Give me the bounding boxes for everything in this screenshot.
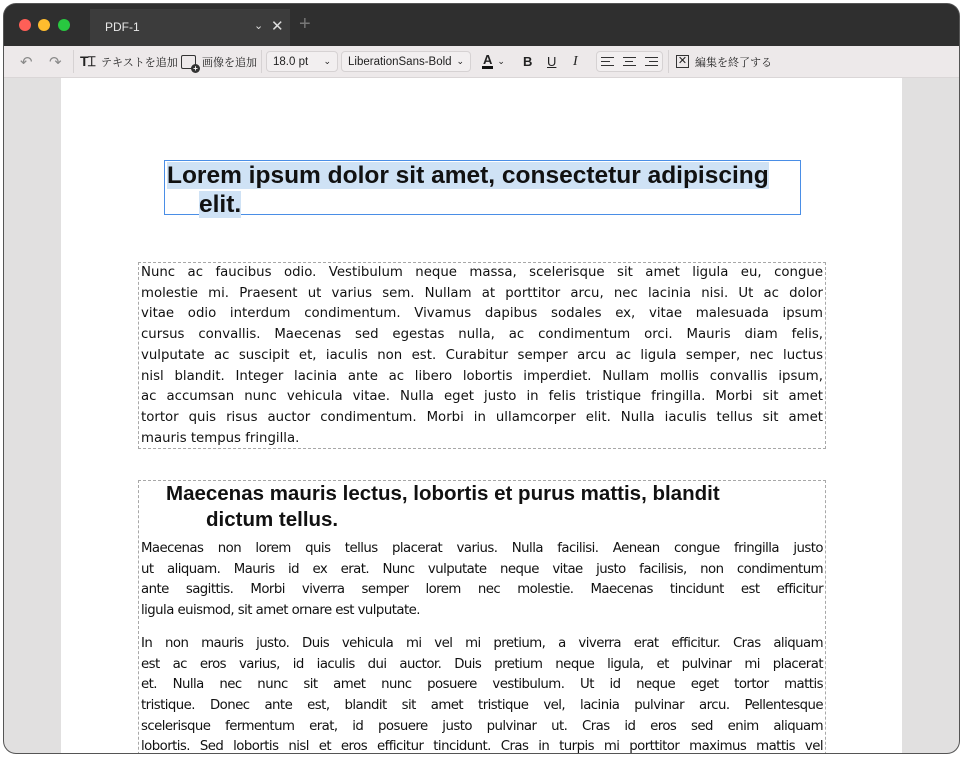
close-window-button[interactable]	[19, 19, 31, 31]
text-cursor-icon: T⌶	[80, 53, 95, 69]
tab-pdf-1[interactable]	[90, 9, 290, 46]
add-text-label: テキストを追加	[100, 56, 178, 69]
text-line: tristique. Donec ante est, blandit sit amet tristique vel, lacinia pulvinar arcu. Pellentesque	[141, 697, 823, 713]
paragraph-1	[141, 539, 823, 622]
new-tab-icon[interactable]: +	[299, 13, 311, 35]
image-add-icon	[181, 55, 196, 69]
text-line: scelerisque fermentum erat, id posuere justo pulvinar ut. Cras id eros sed enim aliquam	[141, 718, 823, 734]
selected-title-textbox[interactable]	[164, 160, 801, 218]
app-window	[4, 4, 959, 753]
text-line: vulputate ac suscipit et, iaculis non est. Curabitur semper arcu ac ligula semper, nec luctus	[141, 347, 823, 363]
undo-icon[interactable]: ↶	[20, 53, 33, 71]
font-name-value: LiberationSans-Bold	[348, 55, 452, 68]
chevron-down-icon: ⌄	[497, 56, 505, 66]
align-center-icon[interactable]	[623, 57, 636, 67]
text-line: vitae odio interdum condimentum. Vivamus dapibus sodales ex, vitae malesuada ipsum	[141, 306, 823, 322]
font-color-button[interactable]	[482, 46, 505, 77]
text-line: Maecenas non lorem quis tellus placerat varius. Nulla facilisi. Aenean congue fringilla justo	[141, 541, 823, 556]
font-size-value: 18.0 pt	[273, 55, 309, 68]
close-box-icon: ✕	[677, 55, 688, 67]
alignment-group	[596, 51, 663, 72]
paragraph-2	[141, 634, 823, 753]
paragraph-textbox-2[interactable]	[138, 480, 826, 753]
text-line: lobortis. Sed lobortis nisl et eros efficitur tincidunt. Cras in turpis mi porttitor maximus mattis vel	[141, 739, 823, 753]
close-icon[interactable]: ✕	[271, 18, 284, 35]
divider	[668, 50, 669, 73]
chevron-down-icon[interactable]: ⌄	[254, 20, 264, 32]
text-line: est ac eros varius, id iaculis dui auctor. Duis pretium neque ligula, et pulvinar mi placerat	[141, 656, 823, 672]
heading-line-1: Maecenas mauris lectus, lobortis et purus mattis, blandit	[166, 482, 720, 505]
add-image-button[interactable]	[181, 46, 257, 77]
title-line-2[interactable]: elit.	[199, 191, 242, 218]
paragraph-textbox-1[interactable]	[138, 262, 826, 449]
text-line: ac accumsan nunc vehicula vitae. Nulla eget justo in felis tristique fringilla. Morbi sit amet	[141, 389, 823, 405]
text-line: ante sagittis. Morbi viverra semper lorem nec molestie. Maecenas tincidunt est efficitur	[141, 582, 823, 598]
text-line: Nunc ac faucibus odio. Vestibulum neque massa, scelerisque sit amet ligula eu, congue	[141, 265, 823, 280]
chevron-down-icon: ⌄	[456, 56, 464, 66]
text-line: mauris tempus fringilla.	[141, 430, 300, 446]
text-line: molestie mi. Praesent ut varius sem. Nullam at porttitor arcu, nec lacinia nisi. Ut ac dolor	[141, 285, 823, 301]
align-right-icon[interactable]	[645, 57, 658, 67]
tab-label: PDF-1	[105, 20, 140, 34]
add-text-button[interactable]	[80, 46, 178, 77]
title-line-1[interactable]: Lorem ipsum dolor sit amet, consectetur adipiscing	[167, 162, 769, 189]
title-bar	[4, 4, 959, 46]
underline-button[interactable]: U	[547, 54, 557, 69]
finish-editing-button[interactable]	[676, 46, 772, 77]
text-line: cursus convallis. Maecenas sed egestas nulla, ac condimentum orci. Mauris diam felis,	[141, 327, 823, 343]
text-line: tortor quis risus auctor condimentum. Morbi in ullamcorper elit. Nulla iaculis tellus sit amet	[141, 409, 823, 425]
font-size-select[interactable]	[266, 51, 338, 72]
edit-toolbar	[4, 46, 959, 78]
text-line: In non mauris justo. Duis vehicula mi vel mi pretium, a viverra erat efficitur. Cras aliquam	[141, 635, 823, 651]
text-line: ligula euismod, sit amet ornare est vulputate.	[141, 603, 420, 619]
bold-button[interactable]: B	[523, 54, 533, 69]
document-canvas[interactable]	[4, 78, 959, 753]
minimize-window-button[interactable]	[38, 19, 50, 31]
redo-icon[interactable]: ↷	[49, 53, 62, 71]
finish-editing-label: 編集を終了する	[695, 56, 772, 69]
add-image-label: 画像を追加	[202, 56, 257, 69]
font-name-select[interactable]	[341, 51, 471, 72]
font-color-icon: A	[483, 52, 493, 67]
section-heading	[141, 481, 823, 532]
heading-line-2: dictum tellus.	[206, 507, 339, 531]
text-line: ut aliquam. Mauris id ex erat. Nunc vulputate neque vitae justo facilisis, non condimentum	[141, 561, 823, 577]
pdf-page[interactable]	[61, 78, 902, 753]
align-left-icon[interactable]	[601, 57, 614, 67]
chevron-down-icon: ⌄	[323, 56, 331, 66]
text-line: et. Nulla nec nunc sit amet nunc posuere vestibulum. Ut id neque eget tortor mattis	[141, 677, 823, 693]
divider	[261, 50, 262, 73]
zoom-window-button[interactable]	[58, 19, 70, 31]
text-line: nisl blandit. Integer lacinia ante ac libero lobortis imperdiet. Nullam mollis convallis ipsum,	[141, 368, 823, 384]
divider	[73, 50, 74, 73]
italic-button[interactable]: I	[573, 53, 578, 69]
